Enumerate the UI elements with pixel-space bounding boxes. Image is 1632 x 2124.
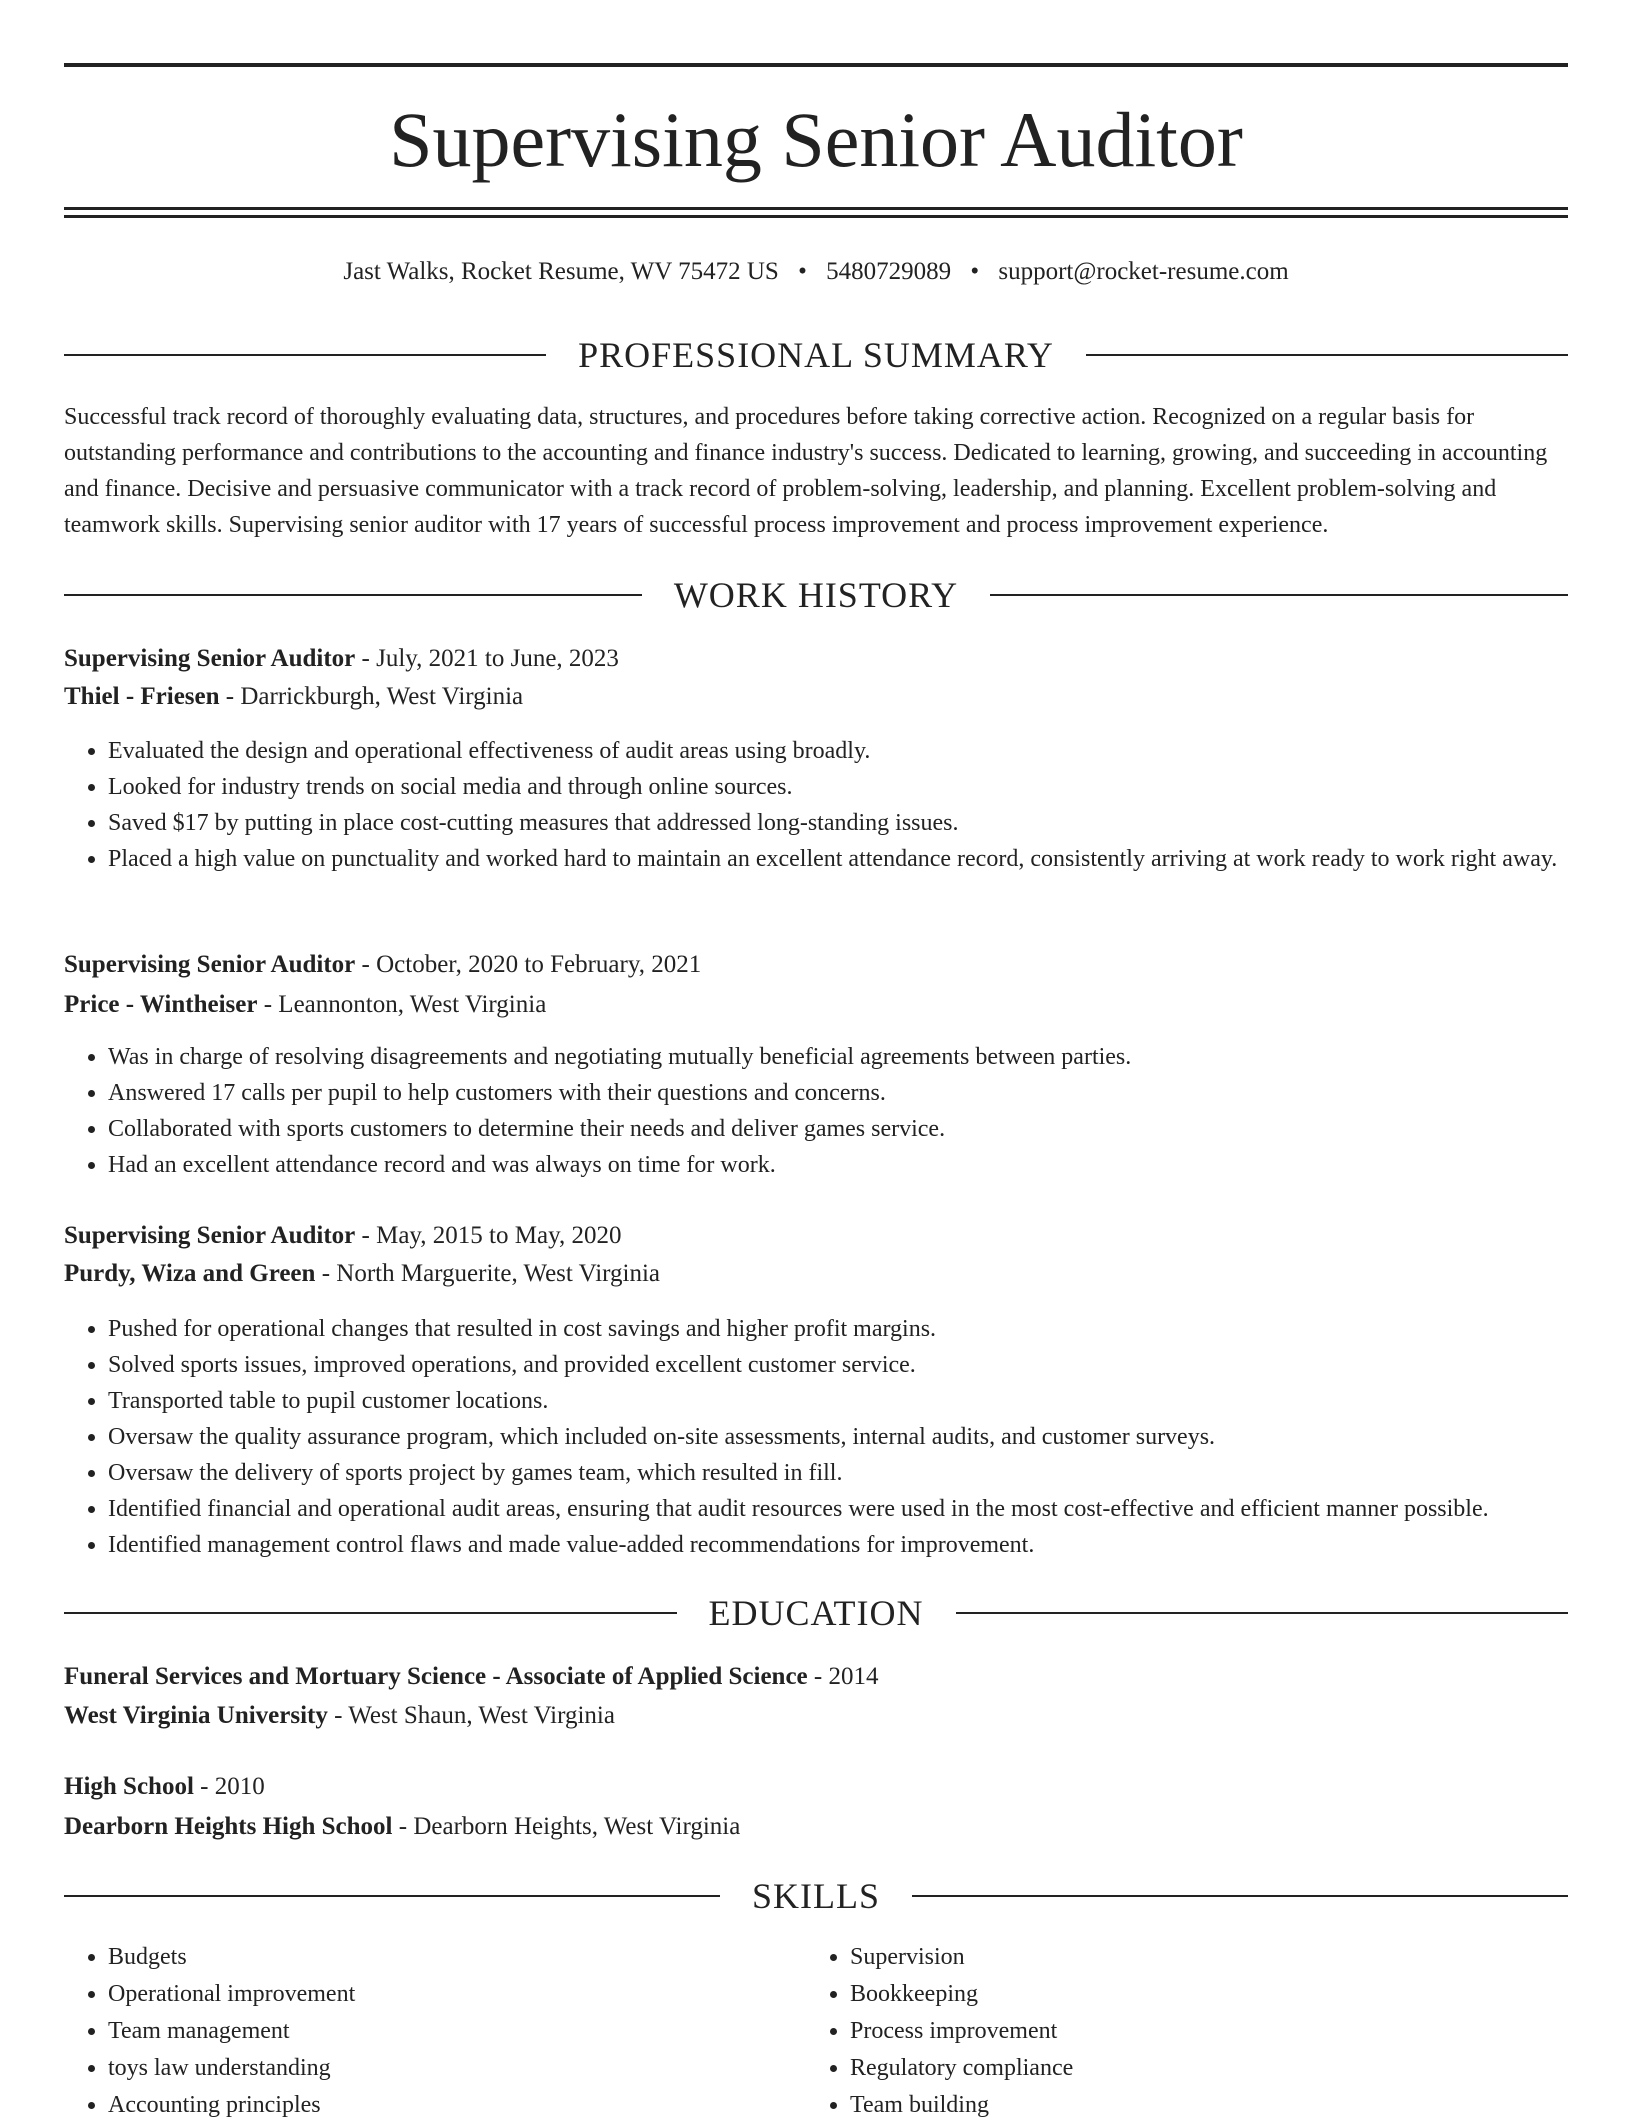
- list-item: • Looked for industry trends on social media and through online sources.: [108, 769, 1568, 805]
- list-item: • Identified management control flaws and made value-added recommendations for improvement.: [108, 1527, 1568, 1563]
- contact-separator: •: [970, 258, 980, 285]
- heading-rule-left: [64, 1895, 720, 1897]
- job-company-line: [64, 1255, 1568, 1293]
- list-item: • Pushed for operational changes that resulted in cost savings and higher profit margins.: [108, 1311, 1568, 1347]
- skills-list-left: [64, 1939, 808, 2124]
- skill-item: • Supervision: [850, 1939, 1550, 1976]
- skill-item: • Accounting principles: [108, 2087, 808, 2124]
- heading-rule-left: [64, 594, 642, 596]
- job-title: Supervising Senior Auditor: [64, 1222, 356, 1249]
- job-company: Purdy, Wiza and Green: [64, 1260, 316, 1287]
- education-degree: High School: [64, 1773, 194, 1800]
- list-item: • Transported table to pupil customer locations.: [108, 1383, 1568, 1419]
- title-double-rule: [64, 207, 1568, 218]
- skill-item: • Operational improvement: [108, 1976, 808, 2013]
- list-item: • Oversaw the quality assurance program, which included on-site assessments, internal audits, and customer surveys.: [108, 1419, 1568, 1455]
- skills-list-right: [806, 1939, 1550, 2124]
- list-item: • Solved sports issues, improved operations, and provided excellent customer service.: [108, 1347, 1568, 1383]
- skills-heading: [64, 1874, 1568, 1918]
- education-location: - Dearborn Heights, West Virginia: [392, 1813, 741, 1840]
- education-degree: Funeral Services and Mortuary Science - Associate of Applied Science: [64, 1663, 808, 1690]
- skill-item: • Team management: [108, 2013, 808, 2050]
- education-school-line: [64, 1808, 1568, 1846]
- heading-rule-right: [912, 1895, 1568, 1897]
- education-degree-line: [64, 1658, 1568, 1696]
- contact-address: Jast Walks, Rocket Resume, WV 75472 US: [343, 258, 779, 285]
- top-rule: [64, 63, 1568, 67]
- job-company-line: [64, 678, 1568, 716]
- work-history-heading: [64, 573, 1568, 617]
- job-company: Price - Wintheiser: [64, 991, 258, 1018]
- job-title: Supervising Senior Auditor: [64, 645, 356, 672]
- heading-rule-left: [64, 354, 546, 356]
- summary-text: Successful track record of thoroughly evaluating data, structures, and procedures before taking corrective action. Recognized on a regular basis for outstanding performance and contributions to the accounting and finance industry's success. Dedicated to learning, growing, and succeeding in accounting and finance. Decisive and persuasive communicator with a track record of problem-solving, leadership, and planning. Excellent problem-solving and teamwork skills. Supervising senior auditor with 17 years of successful process improvement and process improvement experience.: [64, 404, 1548, 538]
- list-item: • Oversaw the delivery of sports project by games team, which resulted in fill.: [108, 1455, 1568, 1491]
- contact-separator: •: [798, 258, 807, 285]
- education-school: Dearborn Heights High School: [64, 1813, 393, 1840]
- job-title: Supervising Senior Auditor: [64, 951, 356, 978]
- list-item: • Answered 17 calls per pupil to help customers with their questions and concerns.: [108, 1075, 1568, 1111]
- education-school: West Virginia University: [64, 1702, 328, 1729]
- education-year: - 2010: [193, 1773, 265, 1800]
- summary-heading-label: PROFESSIONAL SUMMARY: [578, 335, 1054, 375]
- job-company: Thiel - Friesen: [64, 683, 220, 710]
- education-heading: [64, 1591, 1568, 1635]
- contact-email: support@rocket-resume.com: [998, 258, 1289, 285]
- list-item: • Collaborated with sports customers to determine their needs and deliver games service.: [108, 1111, 1568, 1147]
- job-title-line: [64, 640, 1568, 678]
- job-dates: - May, 2015 to May, 2020: [355, 1222, 622, 1249]
- heading-rule-right: [956, 1612, 1569, 1614]
- skill-item: • Regulatory compliance: [850, 2050, 1550, 2087]
- heading-rule-left: [64, 1612, 677, 1614]
- job-location: - Darrickburgh, West Virginia: [219, 683, 524, 710]
- job-bullets: [64, 1311, 1568, 1563]
- contact-line: [64, 252, 1568, 292]
- list-item: • Evaluated the design and operational effectiveness of audit areas using broadly.: [108, 733, 1568, 769]
- job-location: - North Marguerite, West Virginia: [315, 1260, 661, 1287]
- job-bullets: [64, 1039, 1568, 1183]
- skill-item: • Team building: [850, 2087, 1550, 2124]
- page-title: Supervising Senior Auditor: [389, 96, 1243, 183]
- heading-rule-right: [990, 594, 1568, 596]
- education-school-line: [64, 1697, 1568, 1735]
- list-item: • Identified financial and operational audit areas, ensuring that audit resources were used in the most cost-effective and efficient manner possible.: [108, 1491, 1568, 1527]
- skill-item: • Bookkeeping: [850, 1976, 1550, 2013]
- job-title-line: [64, 946, 1568, 984]
- job-dates: - July, 2021 to June, 2023: [355, 645, 619, 672]
- skill-item: • Process improvement: [850, 2013, 1550, 2050]
- work-history-heading-label: WORK HISTORY: [673, 575, 959, 615]
- heading-rule-right: [1086, 354, 1568, 356]
- education-location: - West Shaun, West Virginia: [327, 1702, 615, 1729]
- job-dates: - October, 2020 to February, 2021: [355, 951, 702, 978]
- list-item: • Was in charge of resolving disagreements and negotiating mutually beneficial agreements between parties.: [108, 1039, 1568, 1075]
- education-degree-line: [64, 1768, 1568, 1806]
- education-heading-label: EDUCATION: [708, 1593, 924, 1633]
- skill-item: • toys law understanding: [108, 2050, 808, 2087]
- job-location: - Leannonton, West Virginia: [257, 991, 547, 1018]
- skills-heading-label: SKILLS: [752, 1876, 881, 1916]
- job-bullets: [64, 733, 1568, 877]
- list-item: • Placed a high value on punctuality and worked hard to maintain an excellent attendance record, consistently arriving at work ready to work right away.: [108, 841, 1568, 877]
- skill-item: • Budgets: [108, 1939, 808, 1976]
- contact-phone: 5480729089: [826, 258, 952, 285]
- education-year: - 2014: [807, 1663, 879, 1690]
- job-company-line: [64, 986, 1568, 1024]
- summary-heading: [64, 333, 1568, 377]
- job-title-line: [64, 1217, 1568, 1255]
- list-item: • Saved $17 by putting in place cost-cutting measures that addressed long-standing issues.: [108, 805, 1568, 841]
- list-item: • Had an excellent attendance record and was always on time for work.: [108, 1147, 1568, 1183]
